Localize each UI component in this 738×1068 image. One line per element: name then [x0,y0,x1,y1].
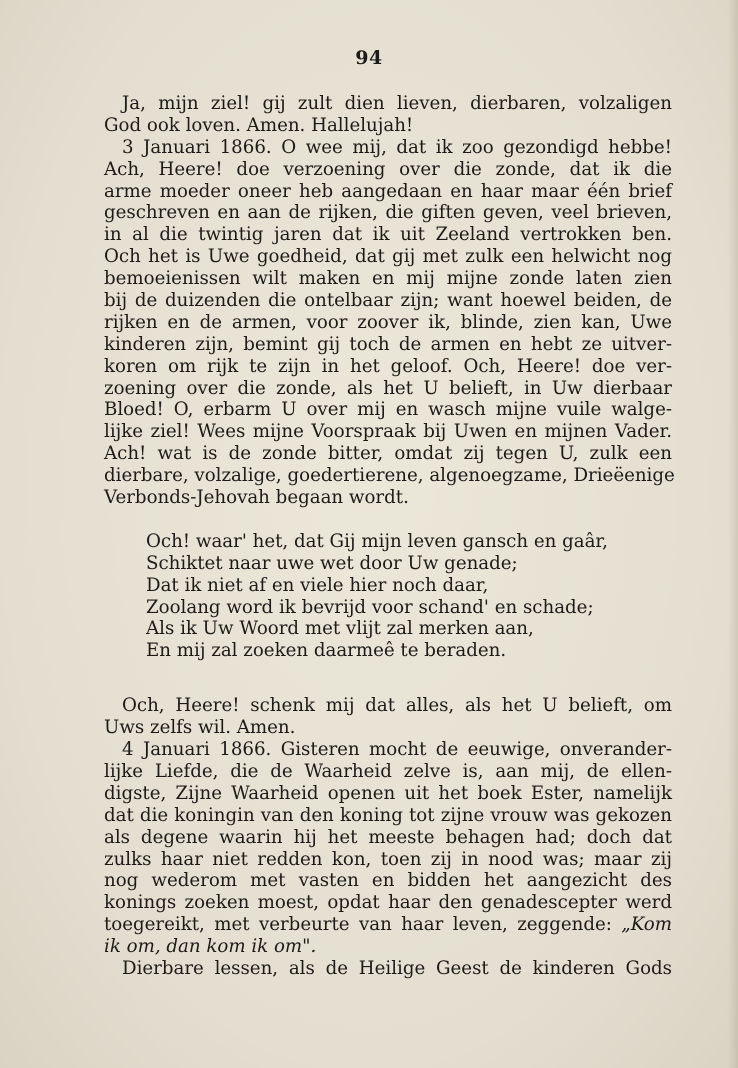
text-line: lijke Liefde, die de Waarheid zelve is, aan mij, de ellen- [104,760,672,782]
text-line: als degene waarin hij het meeste behagen had; doch dat [104,826,672,848]
paragraph-5 [104,958,672,980]
page-edge-shadow [728,0,738,1068]
poem-line: En mij zal zoeken daarmeê te beraden. [146,640,507,662]
text-line: rijken en de armen, voor zoover ik, blinde, zien kan, Uwe [104,311,672,333]
text-line: lijke ziel! Wees mijne Voorspraak bij Uwen en mijnen Vader. [104,421,672,443]
text-line: zulks haar niet redden kon, toen zij in nood was; maar zij [104,848,672,870]
poem-line: Dat ik niet af en viele hier noch daar, [146,574,489,596]
page-body [104,93,675,980]
text-line: konings zoeken moest, opdat haar den genadescepter werd [104,892,672,914]
text-line: dat die koningin van den koning tot zijne vrouw was gekozen [104,804,672,826]
text-line: Ach! wat is de zonde bitter, omdat zij tegen U, zulk een [104,443,672,465]
quote-line: ik om, dan kom ik om". [104,936,317,958]
text-fragment: toegereikt, met verbeurte van haar leven, zeggende: [104,914,622,936]
text-line: geschreven en aan de rijken, die giften geven, veel brieven, [104,202,672,224]
paragraph-4 [104,739,672,958]
text-line: bemoeienissen wilt maken en mij mijne zonde laten zien [104,268,672,290]
text-line: digste, Zijne Waarheid openen uit het boek Ester, namelijk [104,782,672,804]
spacer [104,509,672,531]
text-line: arme moeder oneer heb aangedaan en haar maar één brief [104,180,672,202]
paragraph-2 [104,136,675,509]
poem-line: Als ik Uw Woord met vlijt zal merken aan, [146,618,534,640]
text-line: God ook loven. Amen. Hallelujah! [104,114,414,136]
text-line: 4 Januari 1866. Gisteren mocht de eeuwige, onverander- [122,739,672,761]
text-line: kinderen zijn, bemint gij toch de armen en hebt ze uitver- [104,333,672,355]
page-number: 94 [355,47,383,69]
text-line: in al die twintig jaren dat ik uit Zeeland vertrokken ben. [104,224,672,246]
quote-fragment: „Kom [621,914,672,936]
text-line: Och, Heere! schenk mij dat alles, als het U belieft, om [122,695,672,717]
text-line: Verbonds-Jehovah begaan wordt. [104,487,409,509]
text-line: Ach, Heere! doe verzoening over die zonde, dat ik die [104,158,672,180]
poem-line: Schiktet naar uwe wet door Uw genade; [146,552,518,574]
text-line: bij de duizenden die ontelbaar zijn; want hoewel beiden, de [104,290,672,312]
text-line: Ja, mijn ziel! gij zult dien lieven, dierbaren, volzaligen [122,93,672,114]
poem-line: Och! waar' het, dat Gij mijn leven gansch en gaâr, [146,530,608,552]
text-line: dierbare, volzalige, goedertierene, algenoegzame, Drieëenige [104,465,675,487]
poem-stanza [104,531,672,662]
text-line: Dierbare lessen, als de Heilige Geest de kinderen Gods [122,957,672,979]
text-line: Och het is Uwe goedheid, dat gij met zulk een helwicht nog [104,246,672,268]
text-line: Bloed! O, erbarm U over mij en wasch mijne vuile walge- [104,399,672,421]
text-line: 3 Januari 1866. O wee mij, dat ik zoo gezondigd hebbe! [122,136,672,158]
text-line: nog wederom met vasten en bidden het aangezicht des [104,870,672,892]
text-line [104,914,672,936]
poem-line: Zoolang word ik bevrijd voor schand' en schade; [146,596,594,618]
text-line: zoening over die zonde, als het U belieft, in Uw dierbaar [104,377,672,399]
paragraph-3 [104,695,672,739]
paragraph-1 [104,93,672,137]
text-line: Uws zelfs wil. Amen. [104,717,296,739]
spacer [104,662,672,695]
text-line: koren om rijk te zijn in het geloof. Och, Heere! doe ver- [104,355,672,377]
